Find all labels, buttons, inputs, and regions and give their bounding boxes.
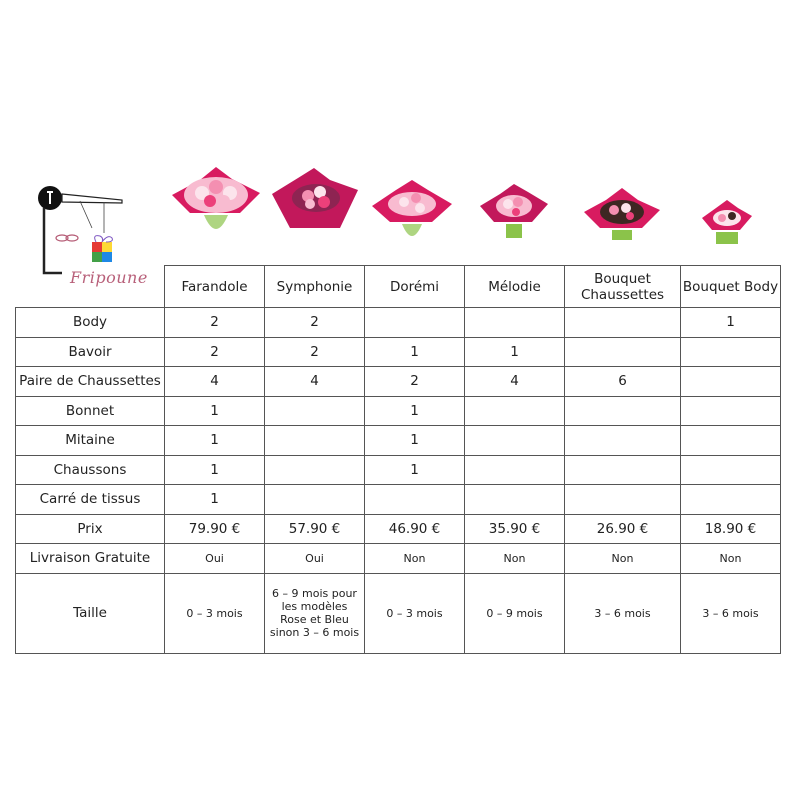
row-label: Livraison Gratuite	[16, 544, 165, 574]
table-cell	[565, 308, 681, 338]
table-cell: Non	[565, 544, 681, 574]
header-row	[16, 266, 781, 308]
table-cell	[565, 485, 681, 515]
table-cell	[465, 308, 565, 338]
table-cell: 3 – 6 mois	[681, 573, 781, 653]
row-label: Bavoir	[16, 337, 165, 367]
row-label: Taille	[16, 573, 165, 653]
table-cell	[565, 337, 681, 367]
table-row	[16, 396, 781, 426]
table-cell: 0 – 3 mois	[165, 573, 265, 653]
table-cell: 4	[165, 367, 265, 397]
table-cell	[365, 485, 465, 515]
table-cell: 1	[365, 426, 465, 456]
table-cell	[465, 396, 565, 426]
table-cell	[681, 396, 781, 426]
table-cell	[565, 396, 681, 426]
table-cell	[365, 308, 465, 338]
table-cell: 1	[165, 396, 265, 426]
row-label: Prix	[16, 514, 165, 544]
table-row	[16, 367, 781, 397]
table-row	[16, 573, 781, 653]
table-row	[16, 426, 781, 456]
table-cell: 1	[165, 426, 265, 456]
bouquet-chaussettes-image	[582, 186, 662, 246]
table-cell	[681, 485, 781, 515]
table-cell	[565, 455, 681, 485]
row-label: Paire de Chaussettes	[16, 367, 165, 397]
table-cell	[681, 367, 781, 397]
table-cell: Non	[365, 544, 465, 574]
table-cell	[681, 426, 781, 456]
table-cell: 2	[265, 337, 365, 367]
table-cell: 46.90 €	[365, 514, 465, 544]
table-cell: 35.90 €	[465, 514, 565, 544]
table-cell: 2	[265, 308, 365, 338]
bouquet-doremi-image	[370, 178, 454, 248]
column-header: Bouquet Body	[681, 266, 781, 308]
logo-brand-text: Fripoune	[70, 268, 148, 287]
table-cell: 0 – 3 mois	[365, 573, 465, 653]
bouquet-symphonie-image	[270, 168, 362, 242]
table-cell: Non	[681, 544, 781, 574]
bouquet-farandole-image	[170, 165, 262, 245]
table-cell	[681, 337, 781, 367]
table-cell: Non	[465, 544, 565, 574]
table-cell: 2	[365, 367, 465, 397]
table-cell: 79.90 €	[165, 514, 265, 544]
column-header: Mélodie	[465, 266, 565, 308]
table-cell: 1	[681, 308, 781, 338]
table-cell: Oui	[165, 544, 265, 574]
table-row	[16, 514, 781, 544]
table-cell	[465, 485, 565, 515]
column-header: Farandole	[165, 266, 265, 308]
table-cell: 0 – 9 mois	[465, 573, 565, 653]
bouquet-body-image	[700, 200, 754, 246]
table-cell: 4	[465, 367, 565, 397]
table-cell: 1	[365, 396, 465, 426]
row-label: Chaussons	[16, 455, 165, 485]
table-cell: 26.90 €	[565, 514, 681, 544]
table-cell	[465, 455, 565, 485]
table-row	[16, 455, 781, 485]
column-header: Dorémi	[365, 266, 465, 308]
table-cell	[265, 455, 365, 485]
table-cell: 4	[265, 367, 365, 397]
table-row	[16, 544, 781, 574]
table-cell: 1	[165, 455, 265, 485]
table-cell	[265, 485, 365, 515]
table-cell: 18.90 €	[681, 514, 781, 544]
table-cell: Oui	[265, 544, 365, 574]
table-cell: 1	[165, 485, 265, 515]
table-cell: 6	[565, 367, 681, 397]
table-cell: 1	[365, 337, 465, 367]
row-label: Bonnet	[16, 396, 165, 426]
table-cell	[565, 426, 681, 456]
table-cell: 1	[365, 455, 465, 485]
table-row	[16, 485, 781, 515]
table-cell: 57.90 €	[265, 514, 365, 544]
table-cell	[265, 426, 365, 456]
table-body	[16, 308, 781, 654]
table-cell: 2	[165, 308, 265, 338]
row-label: Mitaine	[16, 426, 165, 456]
bouquet-melodie-image	[478, 182, 550, 244]
row-label: Body	[16, 308, 165, 338]
row-label: Carré de tissus	[16, 485, 165, 515]
table-row	[16, 308, 781, 338]
table-row	[16, 337, 781, 367]
column-header: Bouquet Chaussettes	[565, 266, 681, 308]
table-cell	[465, 426, 565, 456]
table-cell: 2	[165, 337, 265, 367]
empty-corner-cell	[16, 266, 165, 308]
table-cell: 1	[465, 337, 565, 367]
table-cell	[681, 455, 781, 485]
table-cell: 6 – 9 mois pour les modèles Rose et Bleu sinon 3 – 6 mois	[265, 573, 365, 653]
column-header: Symphonie	[265, 266, 365, 308]
table-cell	[265, 396, 365, 426]
comparison-table	[15, 265, 781, 654]
table-cell: 3 – 6 mois	[565, 573, 681, 653]
